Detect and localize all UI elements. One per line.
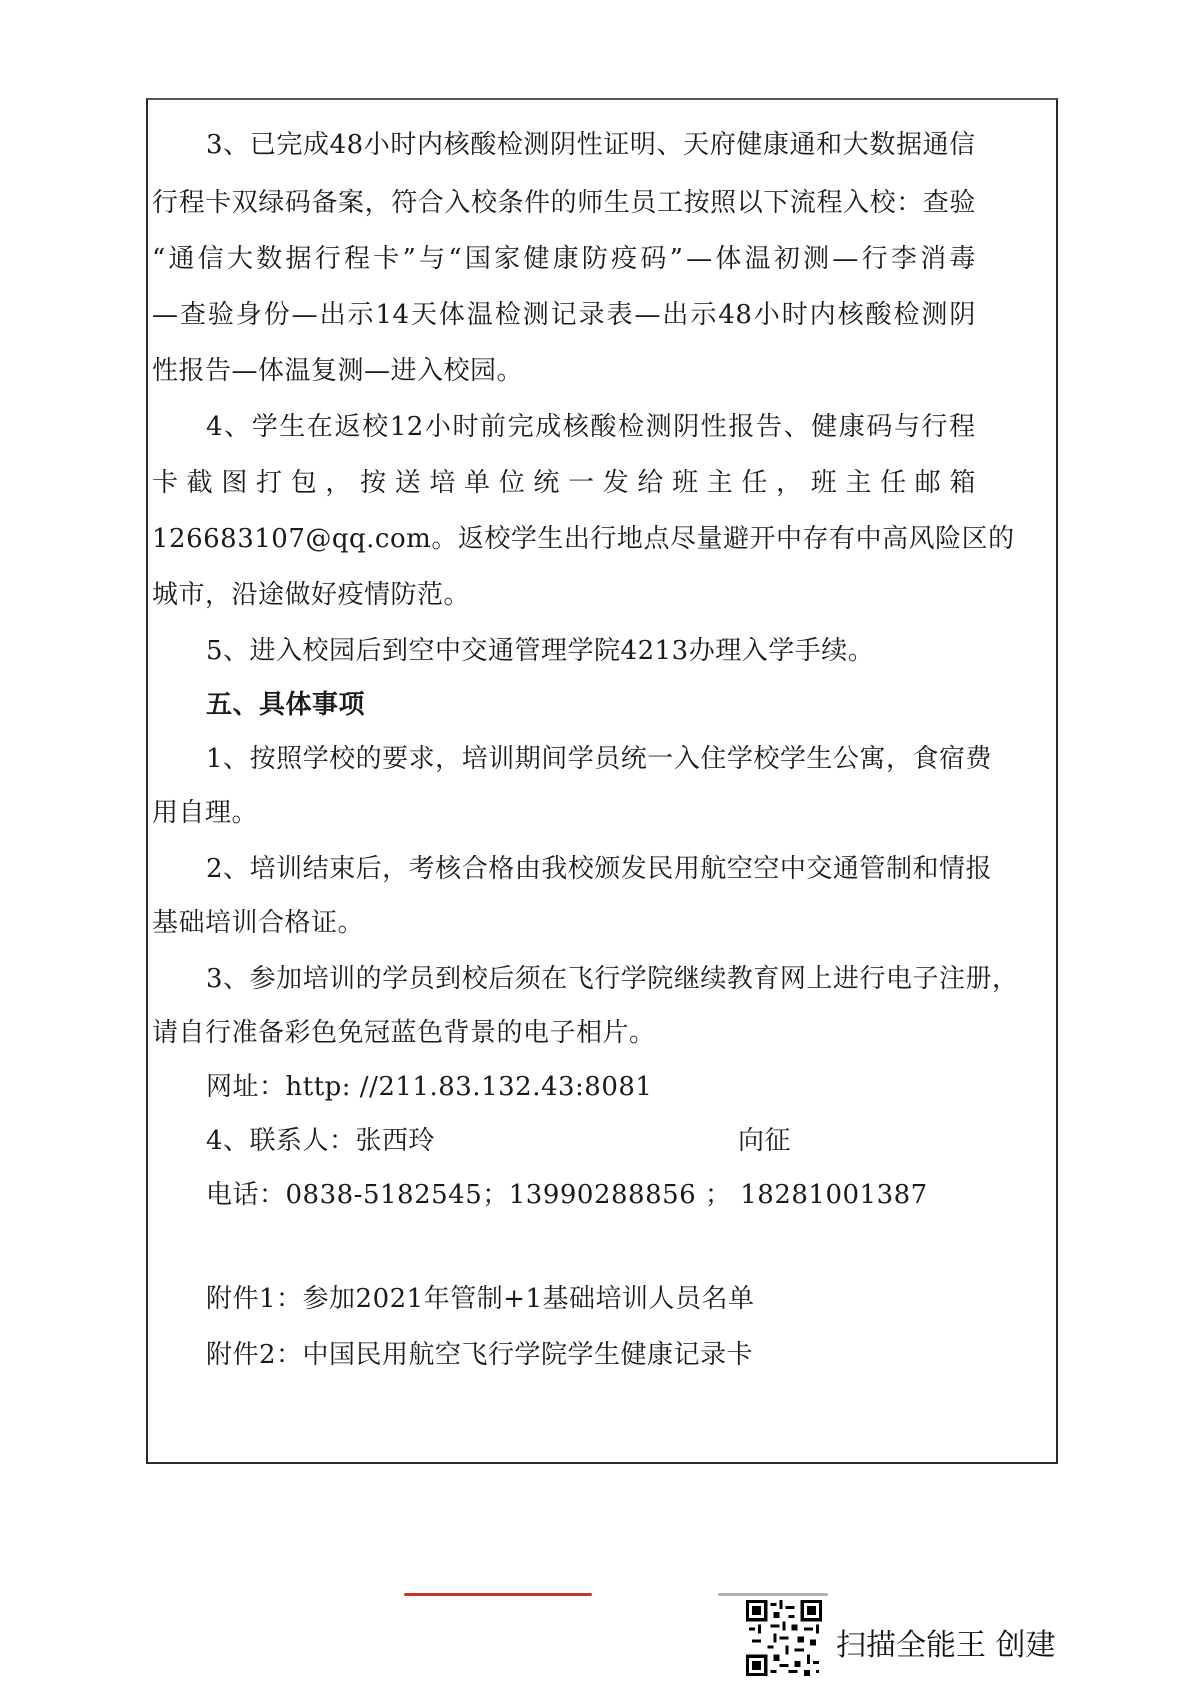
text-line: 3 、 参 加 培 训 的 学 员 到 校 后 须 在 飞 行 学 院 继 续 教 育 网 上 进 行 电 子 注 册 ， xyxy=(206,964,1019,994)
text-line: 3 、 已 完 成 48 小 时 内 核 酸 检 测 阴 性 证 明 、 天 府 健 康 通 和 大 数 据 通 信 xyxy=(206,130,976,160)
footer-red-line xyxy=(404,1593,592,1596)
phone-line: 电话：0838-5182545；13990288856 ； 18281001387 xyxy=(206,1180,928,1210)
contact-line: 4、联系人：张西玲 xyxy=(206,1126,436,1156)
text-line: 性报告—体温复测—进入校园。 xyxy=(152,356,524,386)
text-line: “ 通 信 大 数 据 行 程 卡 ” 与 “ 国 家 健 康 防 疫 码 ” — 体 温 初 测 — 行 李 消 毒 xyxy=(152,244,976,274)
qr-code-icon xyxy=(746,1600,822,1676)
text-line: 4 、 学 生 在 返 校 12 小 时 前 完 成 核 酸 检 测 阴 性 报 告 、 健 康 码 与 行 程 xyxy=(206,412,976,442)
footer-gray-line xyxy=(718,1593,828,1596)
text-line: 请自行准备彩色免冠蓝色背景的电子相片。 xyxy=(152,1018,656,1048)
text-line: 2 、 培 训 结 束 后 ， 考 核 合 格 由 我 校 颁 发 民 用 航 空 空 中 交 通 管 制 和 情 报 xyxy=(206,854,992,884)
text-line: 行 程 卡 双 绿 码 备 案 ， 符 合 入 校 条 件 的 师 生 员 工 按 照 以 下 流 程 入 校 ： 查 验 xyxy=(152,188,976,218)
text-line: 1 、 按 照 学 校 的 要 求 ， 培 训 期 间 学 员 统 一 入 住 学 校 学 生 公 寓 ， 食 宿 费 xyxy=(206,744,992,774)
attachment-1: 附件1：参加2021年管制+1基础培训人员名单 xyxy=(206,1284,755,1314)
text-line: 用自理。 xyxy=(152,798,259,828)
text-line: 5、进入校园后到空中交通管理学院4213办理入学手续。 xyxy=(206,636,875,666)
text-line: — 查 验 身 份 — 出 示 14 天 体 温 检 测 记 录 表 — 出 示 48 小 时 内 核 酸 检 测 阴 xyxy=(152,300,976,330)
website-line: 网址：http: //211.83.132.43:8081 xyxy=(206,1072,653,1102)
section-heading: 五、具体事项 xyxy=(206,690,366,720)
contact-second: 向征 xyxy=(738,1126,792,1156)
text-line: 基础培训合格证。 xyxy=(152,908,365,938)
scanner-brand-label: 扫描全能王 创建 xyxy=(836,1628,1056,1663)
text-line: 城市，沿途做好疫情防范。 xyxy=(152,580,471,610)
text-line: 126683107@qq.com 。 返 校 学 生 出 行 地 点 尽 量 避 开 中 存 有 中 高 风 险 区 的 xyxy=(152,524,1015,554)
text-line: 卡 截 图 打 包 ， 按 送 培 单 位 统 一 发 给 班 主 任 ， 班 主 任 邮 箱 xyxy=(152,468,976,498)
attachment-2: 附件2：中国民用航空飞行学院学生健康记录卡 xyxy=(206,1340,754,1370)
